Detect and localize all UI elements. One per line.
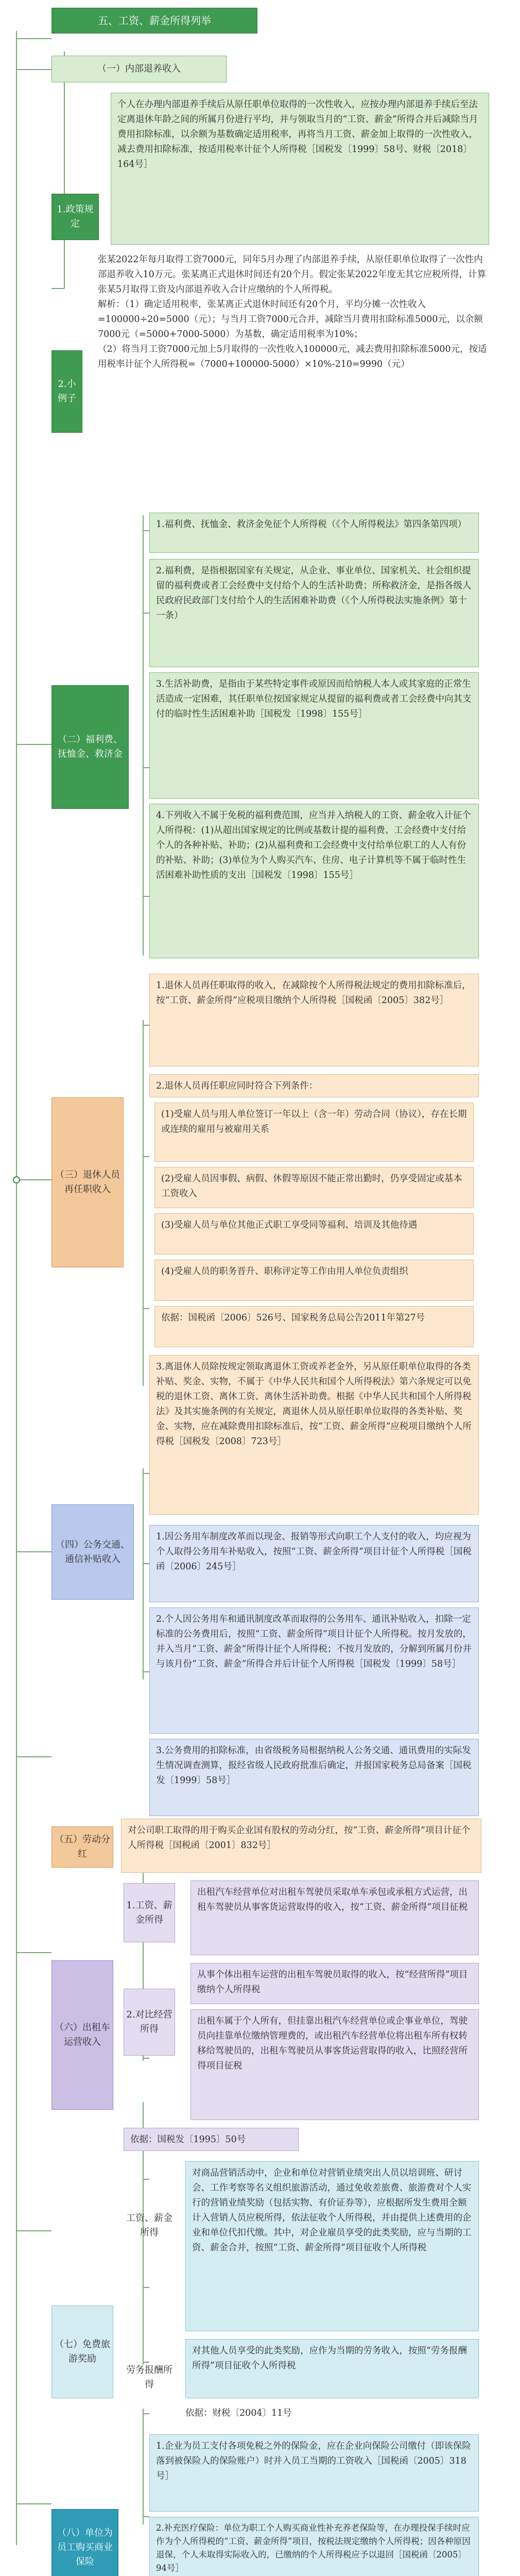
insurance-item-2: 2.补充医疗保险：单位为职工个人购买商业性补充养老保险等，在办理投保手续时应作为个人所得税的“工资、薪金所得”项目，按税法规定缴纳个人所得税；因各种原因退保，个人未取得实际收入的，已缴纳的个人所得税应予以退回［国税函〔2005〕94号］ xyxy=(149,2517,479,2576)
collapse-toggle-icon[interactable] xyxy=(13,1176,20,1183)
travel-wage-text: 对商品营销活动中，企业和单位对营销业绩突出人员以培训班、研讨会、工作考察等名义组织旅游活动，通过免收差旅费、旅游费对个人实行的营销业绩奖励（包括实物、有价证券等），应根据所发生费用全额计入营销人员应税所得，依法征收个人所得税，并由提供上述费用的企业和单位代扣代缴。其中，对企业雇员享受的此类奖励，应与当期的工资、薪金合并，按照“工资、薪金所得”项目征收个人所得税 xyxy=(185,2161,479,2331)
page-title: 五、工资、薪金所得列举 xyxy=(51,8,257,33)
taxi-business-item-1: 从事个体出租车运营的出租车驾驶员取得的收入，按“经营所得”项目缴纳个人所得税 xyxy=(190,1963,479,2004)
section-reemployed-retiree-label: （三）退休人员再任职收入 xyxy=(51,1097,124,1267)
retiree-condition-3: (3)受雇人员与单位其他正式职工享受同等福利、培训及其他待遇 xyxy=(154,1213,474,1255)
transport-item-1: 1.因公务用车制度改革而以现金、报销等形式向职工个人支付的收入，均应视为个人取得公务用车补贴收入，按照“工资、薪金所得”项目计征个人所得税［国税函〔2006〕245号］ xyxy=(149,1525,479,1602)
taxi-business-item-2: 出租车属于个人所有，但挂靠出租汽车经营单位或企事业单位，驾驶员向挂靠单位缴纳管理费的，或出租汽车经营单位将出租车所有权转移给驾驶员的，出租车驾驶员从事客货运营取得的收入，比照经营所得项目征税 xyxy=(190,2009,479,2120)
policy-rule-label: 1.政策规定 xyxy=(51,194,99,240)
section-internal-retirement-label: （一）内部退养收入 xyxy=(51,56,227,82)
retiree-item-3: 3.离退休人员除按规定领取离退休工资或养老金外，另从原任职单位取得的各类补贴、奖金、实物，不属于《中华人民共和国个人所得税法》第六条规定可以免税的退休工资、离休工资、离休生活补助费。根据《中华人民共和国个人所得税法》及其实施条例的有关规定，离退休人员从原任职单位取得的各类补贴、奖金、实物，应在减除费用扣除标准后，按“工资、薪金所得”应税项目缴纳个人所得税［国税发〔2008〕723号］ xyxy=(149,1355,479,1515)
retiree-intro: 1.退休人员再任职取得的收入，在减除按个人所得税法规定的费用扣除标准后，按“工资、薪金所得”应税项目缴纳个人所得税［国税函〔2005〕382号］ xyxy=(149,974,479,1066)
section-welfare-label: （二）福利费、抚恤金、救济金 xyxy=(51,685,129,809)
travel-service-label: 劳务报酬所得 xyxy=(126,2365,172,2390)
welfare-item-4: 4.下列收入不属于免税的福利费范围，应当并入纳税人的工资、薪金收入计征个人所得税：(1)从超出国家规定的比例或基数计提的福利费、工会经费中支付给个人的各种补贴、补助；(2)从福利费和工会经费中支付给单位职工的人人有份的补贴、补助；(3)单位为个人购买汽车、住房、电子计算机等不属于临时性生活困难补助性质的支出［国税发〔1998〕155号］ xyxy=(149,804,479,958)
welfare-item-3: 3.生活补助费，是指由于某些特定事件或原因而给纳税人本人或其家庭的正常生活造成一定困难，其任职单位按国家规定从提留的福利费或者工会经费中向其支付的临时性生活困难补助［国税发〔1998〕155号］ xyxy=(149,672,479,799)
section-taxi-income-label: （六）出租车运营收入 xyxy=(51,1960,113,2110)
welfare-item-2: 2.福利费，是指根据国家有关规定，从企业、事业单位、国家机关、社会组织提留的福利费或者工会经费中支付给个人的生活补助费；所称救济金，是指各级人民政府民政部门支付给个人的生活困难补助费（《个人所得税法实施条例》第十一条） xyxy=(149,559,479,667)
taxi-wage-text: 出租汽车经营单位对出租车驾驶员采取单车承包或承租方式运营，出租车驾驶员从事客货运营取得的收入，按“工资、薪金所得”项目征税 xyxy=(190,1880,479,1955)
retiree-condition-title: 2.退休人员再任职应同时符合下列条件： xyxy=(149,1074,479,1097)
retiree-condition-1: (1)受雇人员与用人单位签订一年以上（含一年）劳动合同（协议），存在长期或连续的雇用与被雇用关系 xyxy=(154,1103,474,1162)
retiree-condition-2: (2)受雇人员因事假、病假、休假等原因不能正常出勤时，仍享受固定或基本工资收入 xyxy=(154,1167,474,1208)
travel-wage-label: 工资、薪金所得 xyxy=(126,2213,172,2238)
policy-rule-text: 个人在办理内部退养手续后从原任职单位取得的一次性收入，应按办理内部退养手续后至法定离退休年龄之间的所属月份进行平均，并与领取当月的“工资、薪金”所得合并后减除当月费用扣除标准，以余额为基数确定适用税率，再将当月工资、薪金加上取得的一次性收入，减去费用扣除标准，按适用税率计征个人所得税［国税发〔1999〕58号、财税〔2018〕164号］ xyxy=(111,93,489,245)
section-commercial-insurance-label: （八）单位为员工购买商业保险 xyxy=(51,2509,118,2576)
section-free-travel-label: （七）免费旅游奖励 xyxy=(51,2306,113,2398)
labor-dividend-text: 对公司职工取得的用于购买企业国有股权的劳动分红，按“工资、薪金所得”项目计征个人所得税［国税函〔2001〕832号］ xyxy=(121,1819,481,1873)
section-transport-telecom-label: （四）公务交通、通信补贴收入 xyxy=(51,1504,134,1600)
insurance-item-1: 1.企业为员工支付各项免税之外的保险金，应在企业向保险公司缴付（即该保险落到被保险人的保险账户）时并入员工当期的工资收入［国税函〔2005〕318号］ xyxy=(149,2434,479,2512)
taxi-business-label: 2.对比经营所得 xyxy=(124,1989,175,2056)
retiree-condition-4: (4)受雇人员的职务晋升、职称评定等工作由用人单位负责组织 xyxy=(154,1260,474,1301)
example-text: 张某2022年每月取得工资7000元，同年5月办理了内部退养手续，从原任职单位取得了一次性内部退养收入10万元。张某离正式退休时间还有20个月。假定张某2022年度无其它应税所得，计算张某5月取得工资及内部退养收入合计应缴纳的个人所得税。 解析：（1）确定适用税率，张某离正式退休时间还有20个月，平均分摊一次性收入=100000÷20=5000（元）；与当月工资7000元合并，减除当月费用扣除标准5000元，以余额7000元（=5000+7000-5000）为基数，确定适用税率为10%； （2）将当月工资7000元加上5月取得的一次性收入100000元，减去费用扣除标准5000元，按适用税率计征个人所得税=（7000+100000-5000）×10%-210=9990（元） xyxy=(98,255,487,369)
welfare-item-1: 1.福利费、抚恤金、救济金免征个人所得税（《个人所得税法》第四条第四项） xyxy=(149,513,479,553)
travel-service-text: 对其他人员享受的此类奖励，应作为当期的劳务收入，按照“劳务报酬所得”项目征收个人所得税 xyxy=(185,2339,479,2398)
transport-item-3: 3.公务费用的扣除标准，由省级税务局根据纳税人公务交通、通讯费用的实际发生情况调查测算，报经省级人民政府批准后确定，并报国家税务总局备案［国税发〔1999〕58号］ xyxy=(149,1739,479,1816)
retiree-basis: 依据：国税函〔2006〕526号、国家税务总局公告2011年第27号 xyxy=(154,1306,474,1347)
transport-item-2: 2.个人因公务用车和通讯制度改革而取得的公务用车、通讯补贴收入，扣除一定标准的公务费用后，按照“工资、薪金所得”项目计征个人所得税。按月发放的，并入当月“工资、薪金”所得计征个人所得税；不按月发放的，分解到所属月份并与该月份“工资、薪金”所得合并后计征个人所得税［国税发〔1999〕58号］ xyxy=(149,1607,479,1734)
example-label: 2.小例子 xyxy=(51,350,82,433)
travel-basis: 依据：财税〔2004〕11号 xyxy=(185,2408,292,2418)
taxi-wage-label: 1.工资、薪金所得 xyxy=(124,1883,175,1942)
taxi-basis: 依据：国税发〔1995〕50号 xyxy=(124,2128,299,2151)
section-labor-dividend-label: （五）劳动分红 xyxy=(51,1826,113,1868)
